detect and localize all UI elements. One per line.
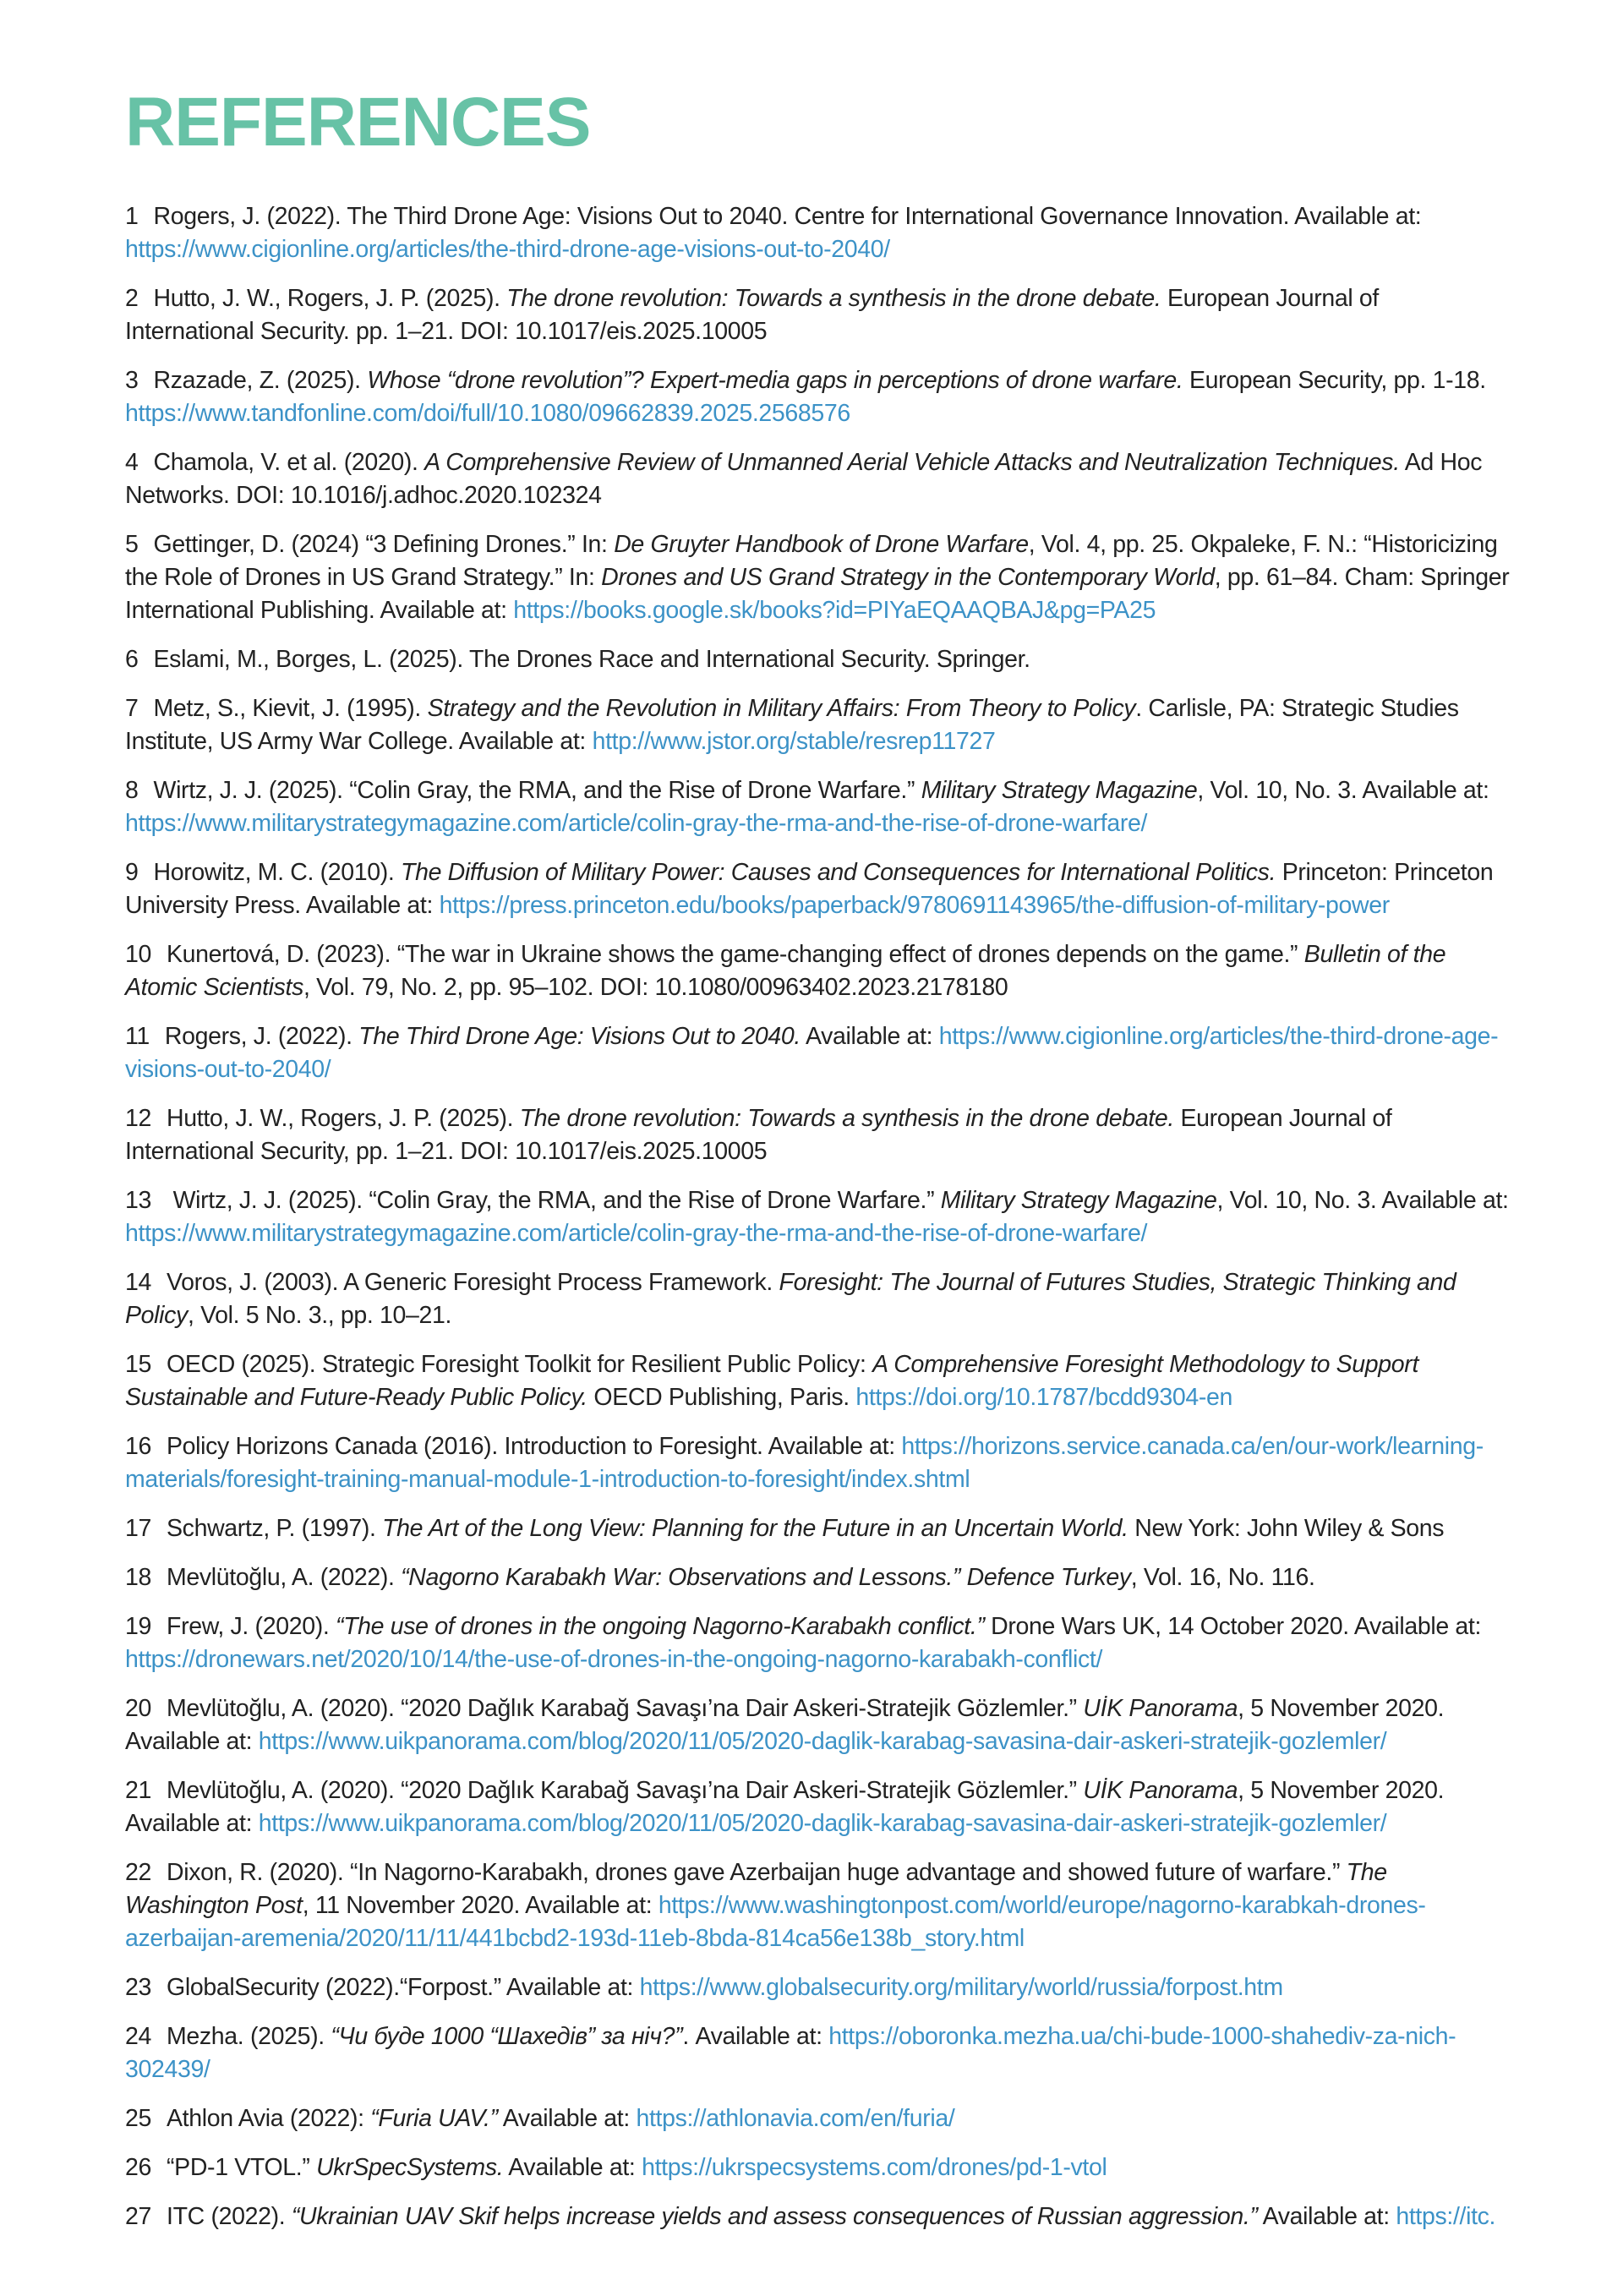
reference-title-italic: Foresight: The Journal of Futures Studies, Strategic Thinking and Policy	[125, 1269, 1456, 1329]
reference-item	[125, 1184, 1513, 1250]
reference-link[interactable]: https://www.washingtonpost.com/world/europe/nagorno-karabkah-drones-azerbaijan-aremenia/2020/11/11/441bcbd2-193d-11eb-8bda-814ca56e138b_story.html	[125, 1892, 1426, 1952]
reference-number: 7	[125, 695, 139, 722]
reference-text: , pp. 61–84. Cham: Springer International Publishing. Available at:	[125, 564, 1510, 624]
reference-item	[125, 1692, 1513, 1758]
reference-item	[125, 1610, 1513, 1676]
reference-link[interactable]: https://www.tandfonline.com/doi/full/10.1080/09662839.2025.2568576	[125, 400, 850, 427]
reference-title-italic: Strategy and the Revolution in Military Affairs: From Theory to Policy	[427, 695, 1136, 722]
reference-text: . Available at:	[682, 2023, 829, 2050]
reference-text: Voros, J. (2003). A Generic Foresight Process Framework.	[167, 1269, 779, 1296]
reference-text: , Vol. 79, No. 2, pp. 95–102. DOI: 10.1080/00963402.2023.2178180	[303, 974, 1008, 1001]
reference-item	[125, 200, 1513, 266]
reference-link[interactable]: https://www.uikpanorama.com/blog/2020/11/05/2020-daglik-karabag-savasina-dair-askeri-stratejik-gozlemler/	[258, 1728, 1387, 1755]
reference-number: 25	[125, 2105, 152, 2132]
reference-text: Policy Horizons Canada (2016). Introduction to Foresight. Available at:	[167, 1433, 902, 1460]
reference-title-italic: The drone revolution: Towards a synthesis in the drone debate.	[519, 1105, 1174, 1132]
reference-link[interactable]: https://www.militarystrategymagazine.com/article/colin-gray-the-rma-and-the-rise-of-drone-warfare/	[125, 1220, 1148, 1247]
reference-title-italic: UkrSpecSystems.	[316, 2154, 504, 2181]
reference-link[interactable]: https://doi.org/10.1787/bcdd9304-en	[855, 1384, 1233, 1411]
reference-number: 11	[125, 1023, 150, 1050]
reference-text: GlobalSecurity (2022).“Forpost.” Available at:	[167, 1974, 640, 2001]
reference-text: New York: John Wiley & Sons	[1128, 1515, 1445, 1542]
reference-text: , Vol. 4, pp. 25. Okpaleke, F. N.: “Historicizing the Role of Drones in US Grand Strategy.” In:	[125, 531, 1498, 591]
reference-link[interactable]: https://www.militarystrategymagazine.com/article/colin-gray-the-rma-and-the-rise-of-drone-warfare/	[125, 810, 1148, 837]
reference-title-italic: “Furia UAV.”	[370, 2105, 498, 2132]
reference-title-italic: Drones and US Grand Strategy in the Contemporary World	[601, 564, 1215, 591]
reference-link[interactable]: https://athlonavia.com/en/furia/	[636, 2105, 955, 2132]
reference-number: 17	[125, 1515, 152, 1542]
reference-title-italic: UİK Panorama	[1083, 1695, 1238, 1722]
reference-item	[125, 1430, 1513, 1496]
reference-text: Frew, J. (2020).	[167, 1613, 336, 1640]
reference-item	[125, 938, 1513, 1004]
reference-number: 6	[125, 646, 139, 673]
reference-item	[125, 446, 1513, 512]
reference-text: Available at:	[800, 1023, 939, 1050]
reference-text: Princeton: Princeton University Press. Available at:	[125, 859, 1494, 919]
reference-number: 5	[125, 531, 139, 558]
reference-text: European Journal of International Security, pp. 1–21. DOI: 10.1017/eis.2025.10005	[125, 1105, 1392, 1165]
reference-title-italic: “Ukrainian UAV Skif helps increase yields and assess consequences of Russian aggression.”	[291, 2203, 1258, 2230]
reference-number: 22	[125, 1859, 152, 1886]
reference-item	[125, 1971, 1513, 2004]
reference-text: “PD-1 VTOL.”	[167, 2154, 317, 2181]
reference-number: 16	[125, 1433, 152, 1460]
reference-item	[125, 282, 1513, 348]
reference-title-italic: The Art of the Long View: Planning for the Future in an Uncertain World.	[382, 1515, 1128, 1542]
reference-item	[125, 2200, 1513, 2233]
reference-text: Wirtz, J. J. (2025). “Colin Gray, the RMA, and the Rise of Drone Warfare.”	[153, 777, 921, 804]
reference-text: Mevlütoğlu, A. (2022).	[167, 1564, 402, 1591]
reference-item	[125, 2102, 1513, 2135]
reference-title-italic: UİK Panorama	[1083, 1777, 1238, 1804]
reference-title-italic: “The use of drones in the ongoing Nagorno-Karabakh conflict.”	[335, 1613, 985, 1640]
reference-title-italic: The Diffusion of Military Power: Causes and Consequences for International Politics.	[401, 859, 1276, 886]
reference-number: 24	[125, 2023, 152, 2050]
reference-link[interactable]: https://www.uikpanorama.com/blog/2020/11/05/2020-daglik-karabag-savasina-dair-askeri-stratejik-gozlemler/	[258, 1810, 1387, 1837]
reference-number: 3	[125, 367, 139, 394]
reference-text: Mevlütoğlu, A. (2020). “2020 Dağlık Karabağ Savaşı’na Dair Askeri-Stratejik Gözlemler.”	[167, 1695, 1084, 1722]
reference-text: Drone Wars UK, 14 October 2020. Available at:	[984, 1613, 1482, 1640]
reference-text: , Vol. 10, No. 3. Available at:	[1216, 1187, 1509, 1214]
reference-text: Kunertová, D. (2023). “The war in Ukraine shows the game-changing effect of drones depends on the game.”	[167, 941, 1304, 968]
reference-text: ITC (2022).	[167, 2203, 292, 2230]
reference-text: Metz, S., Kievit, J. (1995).	[153, 695, 428, 722]
reference-link[interactable]: https://press.princeton.edu/books/paperback/9780691143965/the-diffusion-of-military-power	[439, 892, 1390, 919]
reference-text: OECD Publishing, Paris.	[587, 1384, 856, 1411]
reference-text: , 5 November 2020. Available at:	[125, 1695, 1445, 1755]
reference-title-italic: Bulletin of the Atomic Scientists	[125, 941, 1446, 1001]
reference-number: 18	[125, 1564, 152, 1591]
reference-title-italic: “Чи буде 1000 “Шахедів” за ніч?”	[331, 2023, 683, 2050]
reference-link[interactable]: https://www.cigionline.org/articles/the-third-drone-age-visions-out-to-2040/	[125, 1023, 1499, 1083]
reference-text: European Journal of International Security. pp. 1–21. DOI: 10.1017/eis.2025.10005	[125, 285, 1380, 345]
reference-number: 4	[125, 449, 139, 476]
reference-number: 8	[125, 777, 139, 804]
reference-text: Hutto, J. W., Rogers, J. P. (2025).	[153, 285, 507, 312]
reference-number: 23	[125, 1974, 152, 2001]
reference-text: . Carlisle, PA: Strategic Studies Institute, US Army War College. Available at:	[125, 695, 1459, 755]
reference-number: 19	[125, 1613, 152, 1640]
reference-text: Mezha. (2025).	[167, 2023, 331, 2050]
reference-text: OECD (2025). Strategic Foresight Toolkit for Resilient Public Policy:	[167, 1351, 873, 1378]
reference-text: Wirtz, J. J. (2025). “Colin Gray, the RMA, and the Rise of Drone Warfare.”	[167, 1187, 941, 1214]
reference-text: , 11 November 2020. Available at:	[302, 1892, 658, 1919]
reference-number: 2	[125, 285, 139, 312]
reference-link[interactable]: https://dronewars.net/2020/10/14/the-use-of-drones-in-the-ongoing-nagorno-karabakh-conflict/	[125, 1646, 1103, 1673]
reference-link[interactable]: https://ukrspecsystems.com/drones/pd-1-vtol	[642, 2154, 1107, 2181]
reference-title-italic: The Washington Post	[125, 1859, 1387, 1919]
reference-item	[125, 643, 1513, 676]
reference-number: 10	[125, 941, 152, 968]
reference-item	[125, 774, 1513, 840]
reference-text: , Vol. 10, No. 3. Available at:	[1197, 777, 1489, 804]
reference-item	[125, 692, 1513, 758]
page-title: REFERENCES	[125, 84, 591, 161]
reference-text: Available at:	[497, 2105, 637, 2132]
reference-number: 13	[125, 1187, 152, 1214]
reference-link[interactable]: https://www.cigionline.org/articles/the-third-drone-age-visions-out-to-2040/	[125, 236, 890, 263]
reference-text: , Vol. 16, No. 116.	[1130, 1564, 1315, 1591]
reference-title-italic: Military Strategy Magazine	[921, 777, 1198, 804]
reference-text: Hutto, J. W., Rogers, J. P. (2025).	[167, 1105, 520, 1132]
reference-link[interactable]: https://horizons.service.canada.ca/en/our-work/learning-materials/foresight-training-manual-module-1-introduction-to-foresight/index.shtml	[125, 1433, 1484, 1493]
reference-item	[125, 856, 1513, 922]
reference-link[interactable]: https://itc.	[1396, 2203, 1496, 2230]
reference-list	[125, 200, 1513, 2250]
reference-text: Schwartz, P. (1997).	[167, 1515, 383, 1542]
reference-item	[125, 1348, 1513, 1414]
reference-item	[125, 1266, 1513, 1332]
reference-item	[125, 1774, 1513, 1840]
reference-item	[125, 1561, 1513, 1594]
reference-number: 12	[125, 1105, 152, 1132]
reference-item	[125, 1512, 1513, 1545]
reference-title-italic: The Third Drone Age: Visions Out to 2040.	[358, 1023, 801, 1050]
reference-link[interactable]: https://books.google.sk/books?id=PIYaEQAAQBAJ&pg=PA25	[513, 597, 1156, 624]
reference-text: , Vol. 5 No. 3., pp. 10–21.	[187, 1302, 452, 1329]
reference-title-italic: Military Strategy Magazine	[940, 1187, 1217, 1214]
reference-link[interactable]: https://www.globalsecurity.org/military/world/russia/forpost.htm	[639, 1974, 1283, 2001]
reference-number: 21	[125, 1777, 152, 1804]
reference-number: 20	[125, 1695, 152, 1722]
reference-text: Horowitz, M. C. (2010).	[153, 859, 402, 886]
reference-number: 15	[125, 1351, 152, 1378]
reference-number: 9	[125, 859, 139, 886]
reference-text: Rogers, J. (2022).	[164, 1023, 359, 1050]
reference-number: 26	[125, 2154, 152, 2181]
reference-text: Athlon Avia (2022):	[167, 2105, 371, 2132]
reference-title-italic: A Comprehensive Review of Unmanned Aerial Vehicle Attacks and Neutralization Techniques.	[424, 449, 1400, 476]
reference-title-italic: Whose “drone revolution”? Expert-media gaps in perceptions of drone warfare.	[367, 367, 1183, 394]
reference-item	[125, 1856, 1513, 1955]
reference-text: Rogers, J. (2022). The Third Drone Age: Visions Out to 2040. Centre for International Governance Innovation. Available at:	[153, 203, 1422, 230]
reference-number: 14	[125, 1269, 152, 1296]
reference-number: 1	[125, 203, 139, 230]
reference-text: Rzazade, Z. (2025).	[153, 367, 368, 394]
reference-text: European Security, pp. 1-18.	[1183, 367, 1486, 394]
reference-text: Eslami, M., Borges, L. (2025). The Drones Race and International Security. Springer.	[153, 646, 1030, 673]
reference-title-italic: De Gruyter Handbook of Drone Warfare	[614, 531, 1029, 558]
reference-link[interactable]: http://www.jstor.org/stable/resrep11727	[592, 728, 996, 755]
reference-text: Gettinger, D. (2024) “3 Defining Drones.” In:	[153, 531, 615, 558]
reference-text: Chamola, V. et al. (2020).	[153, 449, 425, 476]
reference-item	[125, 1102, 1513, 1168]
reference-title-italic: A Comprehensive Foresight Methodology to Support Sustainable and Future-Ready Public Policy.	[125, 1351, 1419, 1411]
reference-item	[125, 364, 1513, 430]
reference-number: 27	[125, 2203, 152, 2230]
reference-text: Ad Hoc Networks. DOI: 10.1016/j.adhoc.2020.102324	[125, 449, 1483, 509]
reference-text: Available at:	[1257, 2203, 1396, 2230]
reference-item	[125, 528, 1513, 627]
reference-title-italic: “Nagorno Karabakh War: Observations and Lessons.” Defence Turkey	[401, 1564, 1131, 1591]
reference-text: Dixon, R. (2020). “In Nagorno-Karabakh, drones gave Azerbaijan huge advantage and showed future of warfare.”	[167, 1859, 1347, 1886]
reference-item	[125, 2151, 1513, 2184]
reference-text: , 5 November 2020. Available at:	[125, 1777, 1445, 1837]
reference-text: Mevlütoğlu, A. (2020). “2020 Dağlık Karabağ Savaşı’na Dair Askeri-Stratejik Gözlemler.”	[167, 1777, 1084, 1804]
reference-link[interactable]: https://oboronka.mezha.ua/chi-bude-1000-shahediv-za-nich-302439/	[125, 2023, 1456, 2083]
reference-item	[125, 2020, 1513, 2086]
reference-item	[125, 1020, 1513, 1086]
reference-text: Available at:	[503, 2154, 642, 2181]
reference-title-italic: The drone revolution: Towards a synthesis in the drone debate.	[506, 285, 1161, 312]
